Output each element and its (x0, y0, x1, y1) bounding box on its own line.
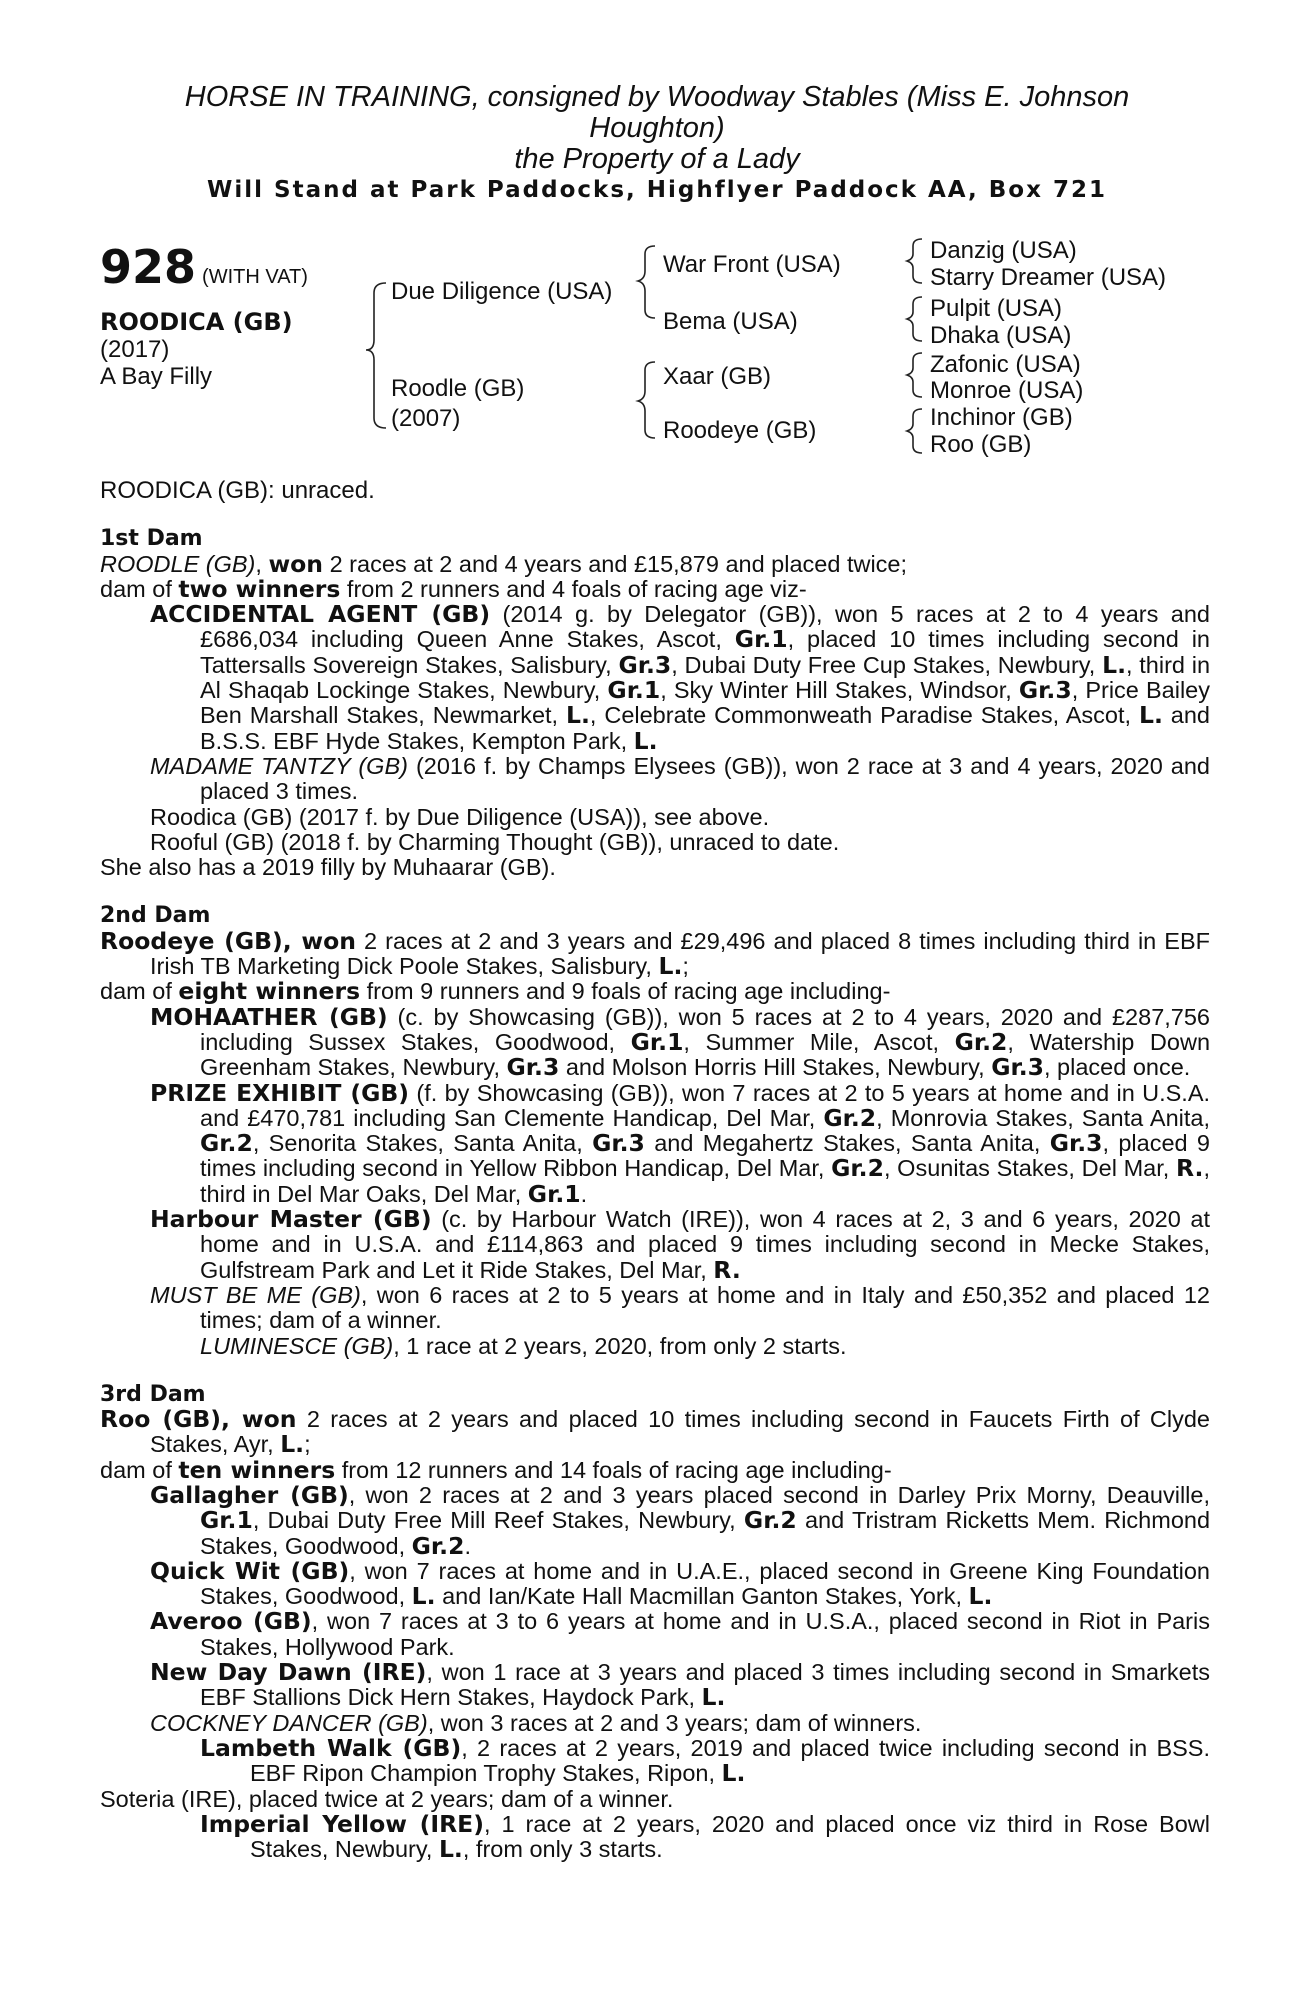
grade-label: Gr.1 (607, 676, 661, 705)
consignor-line: HORSE IN TRAINING, consigned by Woodway Stables (Miss E. Johnson (184, 81, 1130, 113)
listed-label: L. (280, 1430, 305, 1459)
produce-name: Lambeth Walk (GB) (200, 1733, 462, 1762)
dam-record-text: 2 races at 2 and 4 years and £15,879 and placed twice; (329, 550, 908, 577)
produce-roodica: Roodica (GB) (2017 f. by Due Diligence (USA)), see above. (150, 803, 770, 830)
grade-label: Gr.2 (200, 1129, 253, 1158)
produce-text: and Molson Horris Hill Stakes, Newbury, (565, 1054, 985, 1081)
produce-text: , third in Del Mar Oaks, Del Mar, (200, 1155, 1211, 1207)
first-dam-title: 1st Dam (100, 526, 203, 552)
produce-text: and B.S.S. EBF Hyde Stakes, Kempton Park, (200, 702, 1211, 754)
produce-harbour-master (100, 1207, 1210, 1283)
lot-number: 928 (100, 240, 197, 294)
produce-rooful: Rooful (GB) (2018 f. by Charming Thought (GB)), unraced to date. (150, 828, 840, 855)
produce-text: , Monrovia Stakes, Santa Anita, (876, 1104, 1210, 1131)
produce-text: , Dubai Duty Free Mill Reef Stakes, Newbury, (252, 1507, 736, 1534)
produce-name: MUST BE ME (GB) (150, 1281, 361, 1308)
grade-label: Gr.3 (592, 1129, 645, 1158)
produce-name: ACCIDENTAL AGENT (GB) (150, 600, 491, 629)
produce-text: , Dubai Duty Free Cup Stakes, Newbury, (671, 651, 1096, 678)
produce-text: and Megahertz Stakes, Santa Anita, (654, 1130, 1041, 1157)
pedigree-sire-sire: War Front (USA) (663, 251, 841, 278)
dam-record-text: 2 races at 2 years and placed 10 times including second in Faucets Firth of Clyde Stakes, Ayr, (150, 1406, 1210, 1458)
first-dam-record: ROODLE (GB), won 2 races at 2 and 4 years and £15,879 and placed twice; (100, 549, 908, 578)
produce-text: (2014 g. by Delegator (GB)), won 5 races at 2 to 4 years and £686,034 including Queen Anne Stakes, Ascot, (200, 601, 1210, 653)
horse-description: A Bay Filly (100, 363, 213, 390)
won-label: , won (282, 926, 356, 955)
produce-mohaather (100, 1002, 1211, 1082)
second-dam-produce-line (100, 979, 1210, 1004)
grade-label: Gr.2 (954, 1027, 1008, 1056)
produce-new-day-dawn (100, 1660, 1210, 1711)
produce-name: Harbour Master (GB) (150, 1205, 432, 1234)
produce-text: , 2 races at 2 years, 2019 and placed twice including second in BSS. EBF Ripon Champion Trophy Stakes, Ripon, (250, 1734, 1210, 1787)
dam-of-label: dam of (100, 978, 172, 1005)
pedigree-dam: Roodle (GB) (391, 375, 525, 402)
produce-text: (c. by Showcasing (GB)), won 5 races at 2 to 4 years, 2020 and £287,756 including Sussex Stakes, Goodwood, (200, 1003, 1211, 1055)
third-dam-record: Roo (GB), won 2 races at 2 years and placed 10 times including second in Faucets Firth of Clyde Stakes, Ayr, L.; (100, 1405, 1210, 1459)
vat-note: (WITH VAT) (202, 266, 308, 288)
produce-text: , 1 race at 2 years, 2020, from only 2 starts. (393, 1332, 847, 1359)
grade-label: Gr.3 (618, 650, 672, 679)
property-line: the Property of a Lady (514, 143, 800, 175)
produce-name: Averoo (GB) (150, 1607, 312, 1636)
listed-label: L. (633, 726, 658, 755)
dam-name: ROODLE (GB) (100, 550, 256, 577)
produce-luminesce (100, 1334, 1210, 1359)
restricted-label: R. (713, 1255, 741, 1284)
pedigree-ddd: Roo (GB) (930, 431, 1032, 458)
pedigree-dss: Zafonic (USA) (930, 351, 1081, 378)
pedigree-sdd: Dhaka (USA) (930, 322, 1072, 349)
pedigree-ssd: Starry Dreamer (USA) (930, 264, 1167, 291)
grade-label: Gr.2 (743, 1506, 797, 1535)
grade-label: Gr.1 (200, 1506, 253, 1535)
third-dam-title: 3rd Dam (100, 1381, 206, 1407)
produce-quick-wit (100, 1556, 1210, 1611)
produce-name: Imperial Yellow (IRE) (200, 1809, 484, 1838)
listed-label: L. (701, 1683, 726, 1712)
produce-lambeth-walk (100, 1733, 1210, 1788)
produce-text: , won 2 races at 2 and 3 years placed second in Darley Prix Morny, Deauville, (348, 1481, 1211, 1508)
third-dam-produce-line (100, 1455, 1210, 1484)
grade-label: Gr.3 (1049, 1129, 1103, 1158)
restricted-label: R. (1176, 1154, 1204, 1183)
grade-label: Gr.1 (630, 1027, 684, 1056)
produce-name: PRIZE EXHIBIT (GB) (150, 1078, 410, 1107)
produce-name: Gallagher (GB) (150, 1480, 349, 1509)
listed-label: L. (566, 701, 590, 730)
produce-averoo (100, 1609, 1210, 1660)
produce-name: MADAME TANTZY (GB) (150, 752, 408, 779)
horse-year: (2017) (100, 336, 170, 363)
produce-text: , placed 9 times including second in Yellow Ribbon Handicap, Del Mar, (200, 1130, 1210, 1182)
produce-text: , Celebrate Commonweath Paradise Stakes, Ascot, (589, 702, 1132, 729)
stand-location: Will Stand at Park Paddocks, Highflyer Paddock AA, Box 721 (207, 177, 1107, 203)
produce-name: COCKNEY DANCER (GB) (150, 1709, 428, 1736)
produce-text: , won 1 race at 3 years and placed 3 times including second in Smarkets EBF Stallions Dick Hern Stakes, Haydock Park, (200, 1659, 1210, 1711)
consignor-line-cont: Houghton) (589, 112, 725, 144)
produce-text: , won 7 races at home and in U.A.E., placed second in Greene King Foundation Stakes, Goodwood, (200, 1557, 1210, 1610)
produce-text: from 9 runners and 9 foals of racing age including- (366, 978, 891, 1005)
produce-text: . (464, 1532, 471, 1559)
produce-text: and Ian/Kate Hall Macmillan Ganton Stakes, York, (442, 1583, 962, 1610)
pedigree-dam-dam: Roodeye (GB) (663, 417, 817, 444)
produce-must-be-me (100, 1283, 1210, 1334)
listed-label: L. (1138, 701, 1163, 730)
produce-madame-tantzy (100, 754, 1210, 805)
produce-note: She also has a 2019 filly by Muhaarar (GB). (100, 854, 556, 881)
produce-text: and Tristram Ricketts Mem. Richmond Stakes, Goodwood, (200, 1507, 1211, 1559)
pedigree-dam-year: (2007) (391, 405, 461, 432)
listed-label: L. (721, 1759, 746, 1788)
listed-label: L. (1102, 650, 1126, 679)
produce-text: , Osunitas Stakes, Del Mar, (883, 1155, 1170, 1182)
listed-label: L. (438, 1835, 463, 1864)
produce-text: , Watership Down Greenham Stakes, Newbury, (200, 1028, 1211, 1081)
grade-label: Gr.2 (411, 1531, 465, 1560)
produce-name: MOHAATHER (GB) (150, 1002, 388, 1031)
produce-soteria: Soteria (IRE), placed twice at 2 years; dam of a winner. (100, 1785, 674, 1812)
produce-cockney-dancer (100, 1711, 1210, 1736)
pedigree-dam-sire: Xaar (GB) (663, 363, 772, 390)
winners-count: ten winners (178, 1455, 336, 1484)
grade-label: Gr.2 (831, 1154, 884, 1183)
race-summary: ROODICA (GB): unraced. (100, 477, 375, 504)
listed-label: L. (411, 1582, 436, 1611)
grade-label: Gr.3 (506, 1053, 560, 1082)
produce-text: , Summer Mile, Ascot, (683, 1028, 940, 1055)
first-dam-produce-line (100, 574, 1210, 603)
produce-text: , third in Al Shaqab Lockinge Stakes, Newbury, (200, 651, 1211, 704)
grade-label: Gr.2 (823, 1103, 877, 1132)
produce-text: , won 7 races at 3 to 6 years at home and in U.S.A., placed second in Riot in Paris Stakes, Hollywood Park. (200, 1608, 1210, 1660)
winners-count: two winners (178, 574, 341, 603)
grade-label: Gr.3 (1018, 676, 1072, 705)
produce-imperial-yellow (100, 1809, 1210, 1864)
produce-text: , Senorita Stakes, Santa Anita, (252, 1130, 583, 1157)
produce-text: , Price Bailey Ben Marshall Stakes, Newmarket, (200, 677, 1210, 729)
dam-of-label: dam of (100, 1456, 172, 1483)
won-label: won (268, 549, 324, 578)
pedigree-sds: Pulpit (USA) (930, 295, 1063, 322)
pedigree-dsd: Monroe (USA) (930, 377, 1084, 404)
listed-label: L. (658, 952, 683, 981)
produce-text: , placed once. (1044, 1054, 1191, 1081)
grade-label: Gr.1 (734, 625, 788, 654)
pedigree-sire: Due Diligence (USA) (391, 278, 613, 305)
dam-of-label: dam of (100, 575, 172, 602)
produce-record (100, 478, 1210, 1862)
produce-text: (f. by Showcasing (GB)), won 7 races at 2 to 5 years at home and in U.S.A. and £470,781 including San Clemente Handicap, Del Mar, (200, 1079, 1211, 1131)
produce-text: , placed 10 times including second in Tattersalls Sovereign Stakes, Salisbury, (200, 626, 1210, 678)
second-dam-title: 2nd Dam (100, 903, 211, 929)
produce-name: Quick Wit (GB) (150, 1556, 350, 1585)
produce-text: (c. by Harbour Watch (IRE)), won 4 races at 2, 3 and 6 years, 2020 at home and in U.S.A. and £114,863 and placed 9 times including second in Mecke Stakes, Gulfstream Park and Let it Ride Stakes, Del Mar, (200, 1206, 1211, 1283)
second-dam-record: Roodeye (GB), won 2 races at 2 and 3 years and £29,496 and placed 8 times including third in EBF Irish TB Marketing Dick Poole Stakes, Salisbury, L.; (100, 926, 1210, 981)
listed-label: L. (968, 1582, 993, 1611)
produce-name: New Day Dawn (IRE) (150, 1658, 427, 1687)
produce-text: from 12 runners and 14 foals of racing age including- (341, 1456, 892, 1483)
produce-text: from 2 runners and 4 foals of racing age viz- (346, 575, 807, 602)
produce-name: LUMINESCE (GB) (200, 1332, 394, 1359)
produce-text: , from only 3 starts. (462, 1836, 663, 1863)
dam-name: Roodeye (GB) (100, 926, 283, 955)
dam-name: Roo (GB) (100, 1405, 222, 1434)
produce-text: . (580, 1180, 588, 1207)
produce-accidental-agent (100, 602, 1210, 754)
grade-label: Gr.1 (527, 1179, 581, 1208)
pedigree-dds: Inchinor (GB) (930, 404, 1073, 431)
pedigree-sss: Danzig (USA) (930, 237, 1077, 264)
horse-name: ROODICA (GB) (100, 308, 293, 336)
pedigree-sire-dam: Bema (USA) (663, 308, 798, 335)
produce-text: , Sky Winter Hill Stakes, Windsor, (660, 677, 1012, 704)
pedigree-braces (0, 0, 1314, 470)
produce-text: (2016 f. by Champs Elysees (GB)), won 2 race at 3 and 4 years, 2020 and placed 3 times. (200, 752, 1210, 805)
winners-count: eight winners (178, 977, 361, 1006)
produce-gallagher (100, 1480, 1211, 1560)
produce-prize-exhibit (100, 1078, 1211, 1208)
dam-record-text: 2 races at 2 and 3 years and £29,496 and placed 8 times including third in EBF Irish TB Marketing Dick Poole Stakes, Salisbury, (150, 927, 1210, 980)
produce-text: , won 6 races at 2 to 5 years at home and in Italy and £50,352 and placed 12 times; dam of a winner. (200, 1281, 1210, 1334)
won-label: , won (221, 1405, 297, 1434)
grade-label: Gr.3 (991, 1053, 1044, 1082)
produce-text: , 1 race at 2 years, 2020 and placed once viz third in Rose Bowl Stakes, Newbury, (250, 1810, 1210, 1863)
produce-text: , won 3 races at 2 and 3 years; dam of winners. (427, 1709, 922, 1736)
